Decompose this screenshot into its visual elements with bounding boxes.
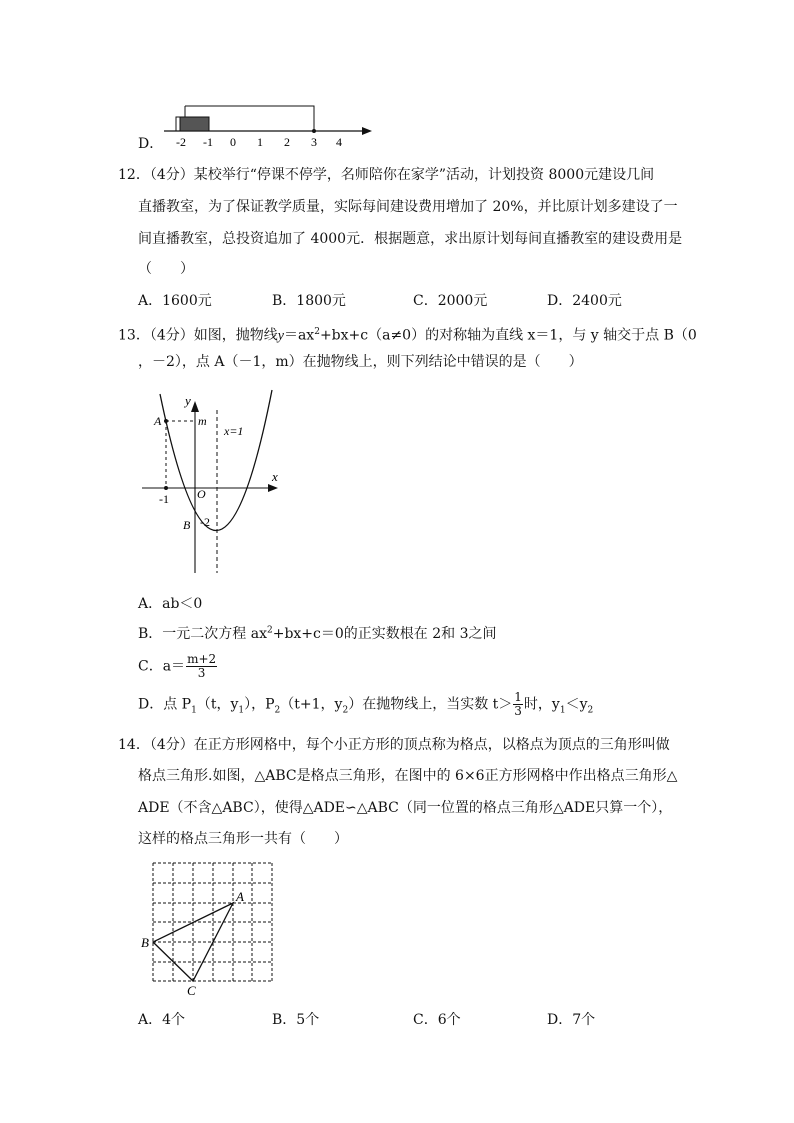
m-label: m xyxy=(198,414,207,428)
vertex-a-label: A xyxy=(236,889,244,904)
q13-option-a: A．ab＜0 xyxy=(138,596,203,612)
tick-label: 2 xyxy=(284,135,290,148)
q12-option-d: D．2400元 xyxy=(547,293,622,309)
shaded-region xyxy=(180,117,209,131)
q11-option-label: D． xyxy=(138,136,164,152)
tick-label: 0 xyxy=(230,135,236,148)
neg2-label: -2 xyxy=(200,515,210,529)
q13-line-2: ，－2），点 A（－1，m）在抛物线上，则下列结论中错误的是（ ） xyxy=(138,354,583,370)
y-axis-label: y xyxy=(185,393,191,408)
point-b-label: B xyxy=(183,518,191,532)
y-axis-arrow-icon xyxy=(191,401,199,412)
tick-label: 4 xyxy=(336,135,342,148)
arrow-right-icon xyxy=(362,127,372,135)
q14-option-a: A．4个 xyxy=(138,1012,186,1028)
grid-triangle-figure xyxy=(138,858,288,1003)
number-line xyxy=(160,98,380,148)
point-neg1 xyxy=(164,486,168,490)
q12-line-4: （ ） xyxy=(138,261,194,277)
vertex-c-label: C xyxy=(187,983,196,998)
point-a xyxy=(164,419,168,423)
x-axis-arrow-icon xyxy=(268,484,278,492)
q14-option-b: B．5个 xyxy=(272,1012,320,1028)
q14-line-1: 14．（4分）在正方形网格中，每个小正方形的顶点称为格点，以格点为顶点的三角形叫做 xyxy=(118,737,670,753)
q13-option-b: B．一元二次方程 $ax^2+bx+c=0$的正实数根在 2和 3之间 xyxy=(138,625,497,642)
q12-option-b: B．1800元 xyxy=(272,293,346,309)
point-a-label: A xyxy=(154,414,162,428)
vertex-b-label: B xyxy=(141,935,149,950)
origin-label: O xyxy=(197,487,206,501)
x-axis-label: x xyxy=(272,469,278,484)
q13-option-d: D．点 $P_1(t$，$y_1$），$P_2(t+1$，$y_2$）在抛物线上，当实数 t＞ $\frac{1}{3}$ 时，$y_1<y_2$ xyxy=(138,690,594,718)
neg1-label: -1 xyxy=(159,492,169,506)
tick-label: 3 xyxy=(311,135,317,148)
q12-option-c: C．2000元 xyxy=(413,293,488,309)
q14-option-d: D．7个 xyxy=(547,1012,596,1028)
tick-labels xyxy=(176,135,342,148)
q12-line-1: 12．（4分）某校举行“停课不停学，名师陪你在家学”活动，计划投资 8000元建设几间 xyxy=(118,167,655,183)
q14-line-3: ADE（不含△ABC），使得△ADE∽△ABC（同一位置的格点三角形△ADE只算一个）， xyxy=(138,800,673,816)
q14-line-2: 格点三角形.如图，△ABC是格点三角形，在图中的 6×6正方形网格中作出格点三角形△ xyxy=(138,768,678,784)
grid xyxy=(153,863,272,981)
q13-option-c: C．a＝ $\frac{m+2}{3}$ xyxy=(138,652,217,680)
symmetry-axis-label: x=1 xyxy=(224,424,244,438)
q12-line-2: 直播教室，为了保证教学质量，实际每间建设费用增加了 20%，并比原计划多建设了一 xyxy=(138,199,678,215)
parabola-graph xyxy=(138,385,288,580)
q12-option-a: A．1600元 xyxy=(138,293,212,309)
tick-label: -2 xyxy=(176,135,186,148)
q12-line-3: 间直播教室，总投资追加了 4000元．根据题意，求出原计划每间直播教室的建设费用是 xyxy=(138,231,683,247)
parabola-curve xyxy=(160,390,272,531)
endpoint-dot xyxy=(312,129,316,133)
tick-label: -1 xyxy=(203,135,213,148)
q14-option-c: C．6个 xyxy=(413,1012,461,1028)
q14-line-4: 这样的格点三角形一共有（ ） xyxy=(138,831,348,847)
q13-line-1: 13．（4分）如图，抛物线$y=ax^2+bx+c(a\ne 0)$的对称轴为直线 x＝1，与 y 轴交于点 B（0 xyxy=(118,327,697,344)
tick-label: 1 xyxy=(257,135,263,148)
